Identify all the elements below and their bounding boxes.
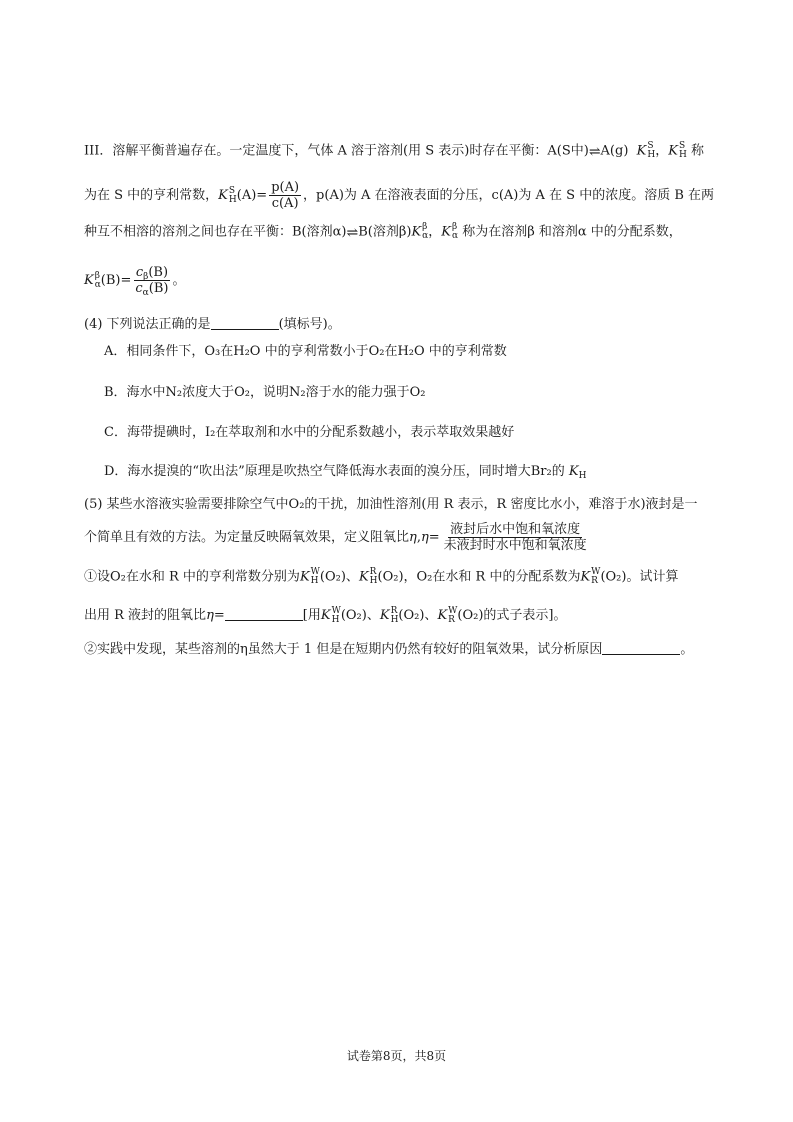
answer-blank-q5-2[interactable] xyxy=(602,640,680,655)
equilibrium-arrow-icon: ⇌ xyxy=(346,224,359,241)
henry-constant-fraction: $\frac{p(A)}{c(A)}$ xyxy=(271,180,300,211)
q5-line-2: 个简单且有效的方法。为定量反映隔氧效果，定义阻氧比η,η= $\frac{\text{液封后水中饱和氧浓度}}{\text{未液封时水中饱和氧浓度}}$ xyxy=(84,522,587,553)
q4-option-d: D．海水提溴的“吹出法”原理是吹热空气降低海水表面的溴分压，同时增大Br₂的 $K_H$ xyxy=(104,464,587,481)
q4-option-a: A．相同条件下，O₃在H₂O 中的亨利常数小于O₂在H₂O 中的亨利常数 xyxy=(104,344,507,359)
q5-subq1-line-2: 出用 R 液封的阻氧比η= [用K W H (O₂)、K R H (O₂)、K W R (O₂)的式子表示]。 xyxy=(84,605,567,625)
answer-blank-q5-1[interactable] xyxy=(225,606,303,621)
q4-option-c: C．海带提碘时，I₂在萃取剂和水中的分配系数越小，表示萃取效果越好 xyxy=(104,425,515,440)
para-III-line-2: 为在 S 中的亨利常数，K S H (A)= $\frac{p(A)}{c(A)}$ ，p(A)为 A 在溶液表面的分压，c(A)为 A 在 S 中的浓度。溶质 B 在两 xyxy=(84,180,715,211)
q4-stem: (4) 下列说法正确的是 (填标号)。 xyxy=(84,317,341,332)
q4-option-b: B．海水中N₂浓度大于O₂，说明N₂溶于水的能力强于O₂ xyxy=(104,385,426,400)
oxygen-ratio-fraction: $\frac{\text{液封后水中饱和氧浓度}}{\text{未液封时水中饱和氧浓度}}$ xyxy=(443,522,587,553)
para-III-line-3: 种互不相溶的溶剂之间也存在平衡：B(溶剂α)⇌B(溶剂β)K β α ，K β α 称为在溶剂β 和溶剂α 中的分配系数， xyxy=(84,222,682,241)
q5-line-1: (5) 某些水溶液实验需要排除空气中O₂的干扰，加油性溶剂(用 R 表示，R 密度比水小，难溶于水)液封是一 xyxy=(84,497,698,512)
answer-blank-q4[interactable] xyxy=(211,315,279,330)
q5-subq1-line-1: ①设O₂在水和 R 中的亨利常数分别为K W H (O₂)、K R H (O₂)，O₂在水和 R 中的分配系数为K W R (O₂)。试计算 xyxy=(84,567,679,586)
page-footer: 试卷第8页，共8页 xyxy=(346,1049,447,1063)
q5-subq2: ②实践中发现，某些溶剂的η虽然大于 1 但是在短期内仍然有较好的阻氧效果，试分析原因 。 xyxy=(84,642,694,657)
equilibrium-arrow-icon: ⇌ xyxy=(588,143,601,160)
para-III-line-4: K β α (B)= $\frac{c_\beta(B)}{c_\alpha(B)}$ 。 xyxy=(84,265,186,298)
para-III-line-1: III．溶解平衡普遍存在。一定温度下，气体 A 溶于溶剂(用 S 表示)时存在平衡：A(S中)⇌A(g) K S H ，K S H 称 xyxy=(84,141,704,160)
partition-coefficient-fraction: $\frac{c_\beta(B)}{c_\alpha(B)}$ xyxy=(135,265,169,298)
